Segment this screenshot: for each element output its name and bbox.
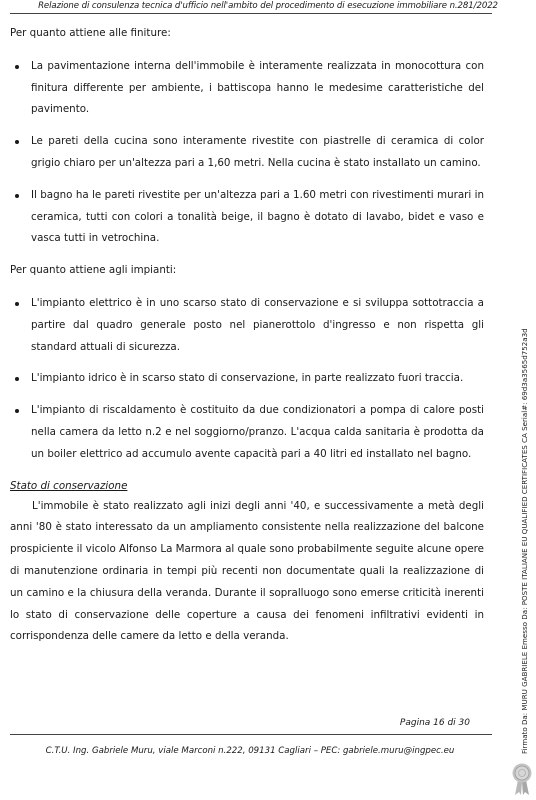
seal-icon	[512, 762, 532, 796]
list-item-text: L'impianto elettrico è in uno scarso stato di conservazione e si sviluppa sottotraccia a partire dal quadro generale posto nel pianerottolo d'ingresso e non rispetta gli standard attuali di sicurezza.	[31, 296, 484, 353]
document-header: Relazione di consulenza tecnica d'ufficio nell'ambito del procedimento di esecuzione immobiliare n.281/2022	[38, 1, 498, 11]
list-item-text: Le pareti della cucina sono interamente rivestite con piastrelle di ceramica di color grigio chiaro per un'altezza pari a 1,60 metri. Nella cucina è stato installato un camino.	[31, 135, 484, 169]
list-item	[10, 185, 484, 250]
impianti-list	[10, 293, 484, 466]
bullet-icon	[15, 194, 19, 198]
footer-divider	[10, 734, 492, 735]
bullet-icon	[15, 302, 19, 306]
list-item-text: L'impianto di riscaldamento è costituito da due condizionatori a pompa di calore posti nella camera da letto n.2 e nel soggiorno/pranzo. L'acqua calda sanitaria è prodotta da un boiler elettrico ad accumulo avente capacità pari a 40 litri ed installato nel bagno.	[31, 404, 484, 460]
list-item	[10, 293, 484, 358]
header-divider	[10, 13, 492, 14]
conservazione-text: L'immobile è stato realizzato agli inizi degli anni '40, e successivamente a metà degli anni '80 è stato interessato da un ampliamento consistente nella realizzazione del balcone prospiciente il vicolo Alfonso La Marmora al quale sono probabilmente seguite alcune opere di manutenzione ordinaria in tempi più recenti non documentate quali la realizzazione di un camino e la chiusura della veranda. Durante il sopralluogo sono emerse criticità inerenti lo stato di conservazione delle coperture a causa dei fenomeni infiltrativi evidenti in corrispondenza delle camere da letto e della veranda.	[10, 499, 484, 643]
list-item-text: Il bagno ha le pareti rivestite per un'altezza pari a 1.60 metri con rivestimenti murari in ceramica, tutti con colori a tonalità beige, il bagno è dotato di lavabo, bidet e vaso e vasca tutti in vetrochina.	[31, 188, 484, 245]
bullet-icon	[15, 377, 19, 381]
bullet-icon	[15, 409, 19, 413]
finiture-intro: Per quanto attiene alle finiture:	[10, 27, 171, 39]
list-item-text: L'impianto idrico è in scarso stato di conservazione, in parte realizzato fuori traccia.	[31, 372, 464, 385]
finiture-list	[10, 56, 484, 250]
page-content	[10, 20, 484, 648]
list-item	[10, 400, 484, 465]
bullet-icon	[15, 140, 19, 144]
document-footer: C.T.U. Ing. Gabriele Muru, viale Marconi n.222, 09131 Cagliari – PEC: gabriele.muru@ingpec.eu	[45, 746, 455, 756]
bullet-icon	[15, 65, 19, 69]
impianti-intro: Per quanto attiene agli impianti:	[10, 264, 177, 277]
list-item	[10, 368, 484, 390]
list-item	[10, 131, 484, 175]
list-item	[10, 56, 484, 121]
section-title-conservazione: Stato di conservazione	[10, 479, 128, 492]
digital-signature-text: Firmato Da: MURU GABRIELE Emesso Da: POSTE ITALIANE EU QUALIFIED CERTIFICATES CA Serial#: 69d3a3565d752a3d	[520, 328, 529, 754]
page-number: Pagina 16 di 30	[399, 718, 470, 728]
list-item-text: La pavimentazione interna dell'immobile è interamente realizzata in monocottura con finitura differente per ambiente, i battiscopa hanno le medesime caratteristiche del pavimento.	[31, 59, 484, 116]
